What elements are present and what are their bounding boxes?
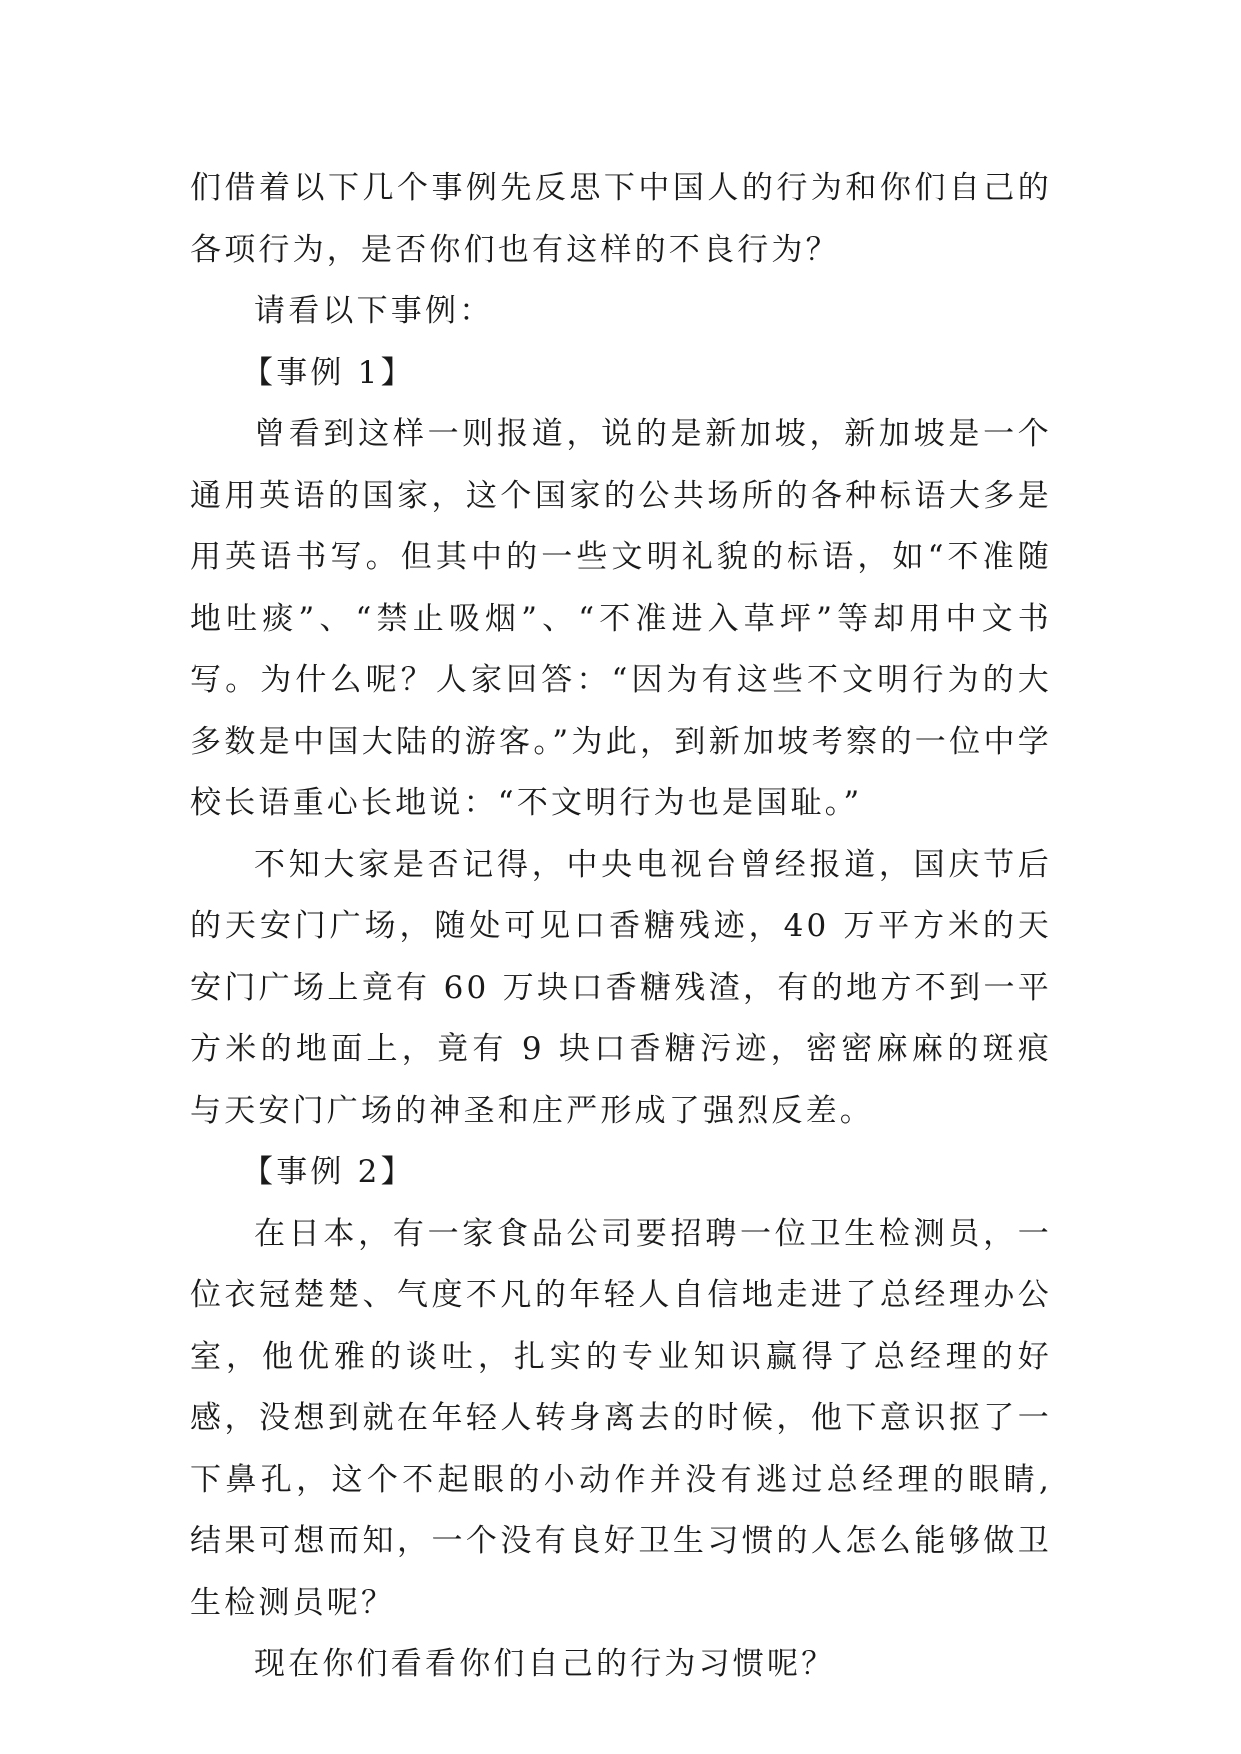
paragraph-closing-question: 现在你们看看你们自己的行为习惯呢？: [254, 1646, 836, 1682]
paragraph-singapore: 曾看到这样一则报道，说的是新加坡，新加坡是一个通用英语的国家，这个国家的公共场所的各种标语大多是用英语书写。但其中的一些文明礼貌的标语，如“不准随地吐痰”、“禁止吸烟”、“不准进入草坪”等却用中文书写。为什么呢？人家回答：“因为有这些不文明行为的大多数是中国大陆的游客。”为此，到新加坡考察的一位中学校长语重心长地说：“不文明行为也是国耻。”: [190, 416, 1052, 821]
example-2-heading: 【事例 2】: [242, 1154, 415, 1190]
paragraph-see-examples: 请看以下事例：: [254, 293, 494, 329]
example-1-heading: 【事例 1】: [242, 354, 415, 391]
document-body: [190, 158, 1052, 1696]
paragraph-intro: 们借着以下几个事例先反思下中国人的行为和你们自己的各项行为，是否你们也有这样的不良行为？: [190, 170, 1052, 268]
paragraph-japan: 在日本，有一家食品公司要招聘一位卫生检测员，一位衣冠楚楚、气度不凡的年轻人自信地走进了总经理办公室，他优雅的谈吐，扎实的专业知识赢得了总经理的好感，没想到就在年轻人转身离去的时候，他下意识抠了一下鼻孔，这个不起眼的小动作并没有逃过总经理的眼睛,结果可想而知，一个没有良好卫生习惯的人怎么能够做卫生检测员呢？: [190, 1215, 1052, 1621]
paragraph-tiananmen: 不知大家是否记得，中央电视台曾经报道，国庆节后的天安门广场，随处可见口香糖残迹，40 万平方米的天安门广场上竟有 60 万块口香糖残渣，有的地方不到一平方米的地面上，竟有 9 块口香糖污迹，密密麻麻的斑痕与天安门广场的神圣和庄严形成了强烈反差。: [190, 846, 1052, 1129]
